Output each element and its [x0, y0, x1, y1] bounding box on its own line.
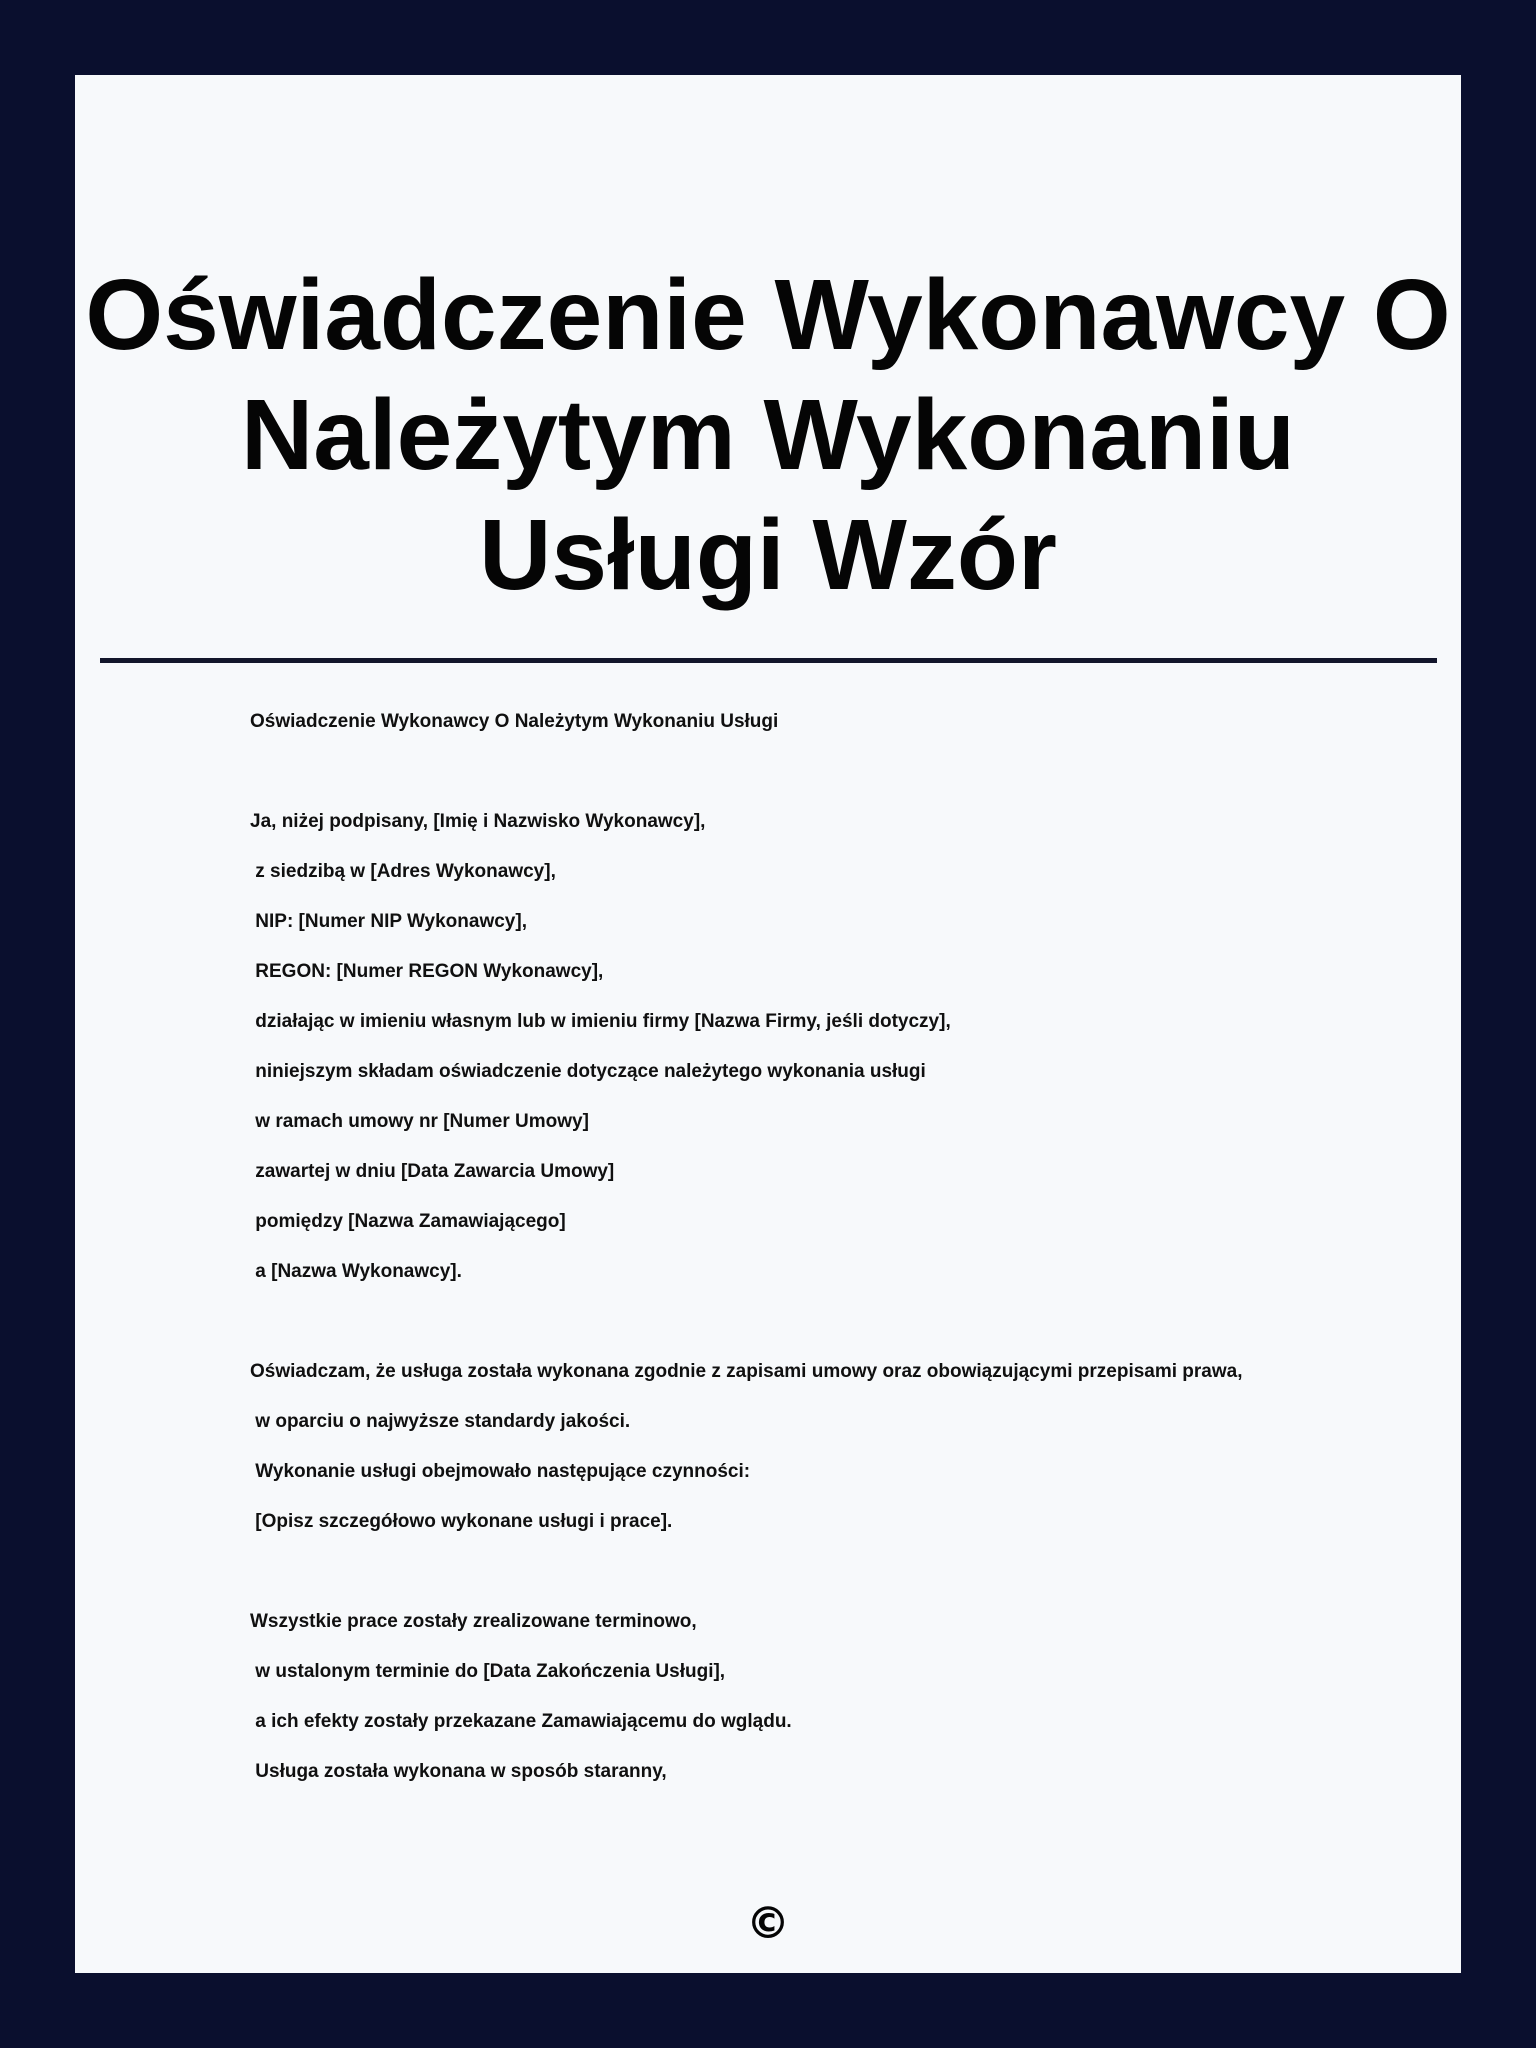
body-line: Wykonanie usługi obejmowało następujące czynności:: [250, 1461, 751, 1482]
document-heading: Oświadczenie Wykonawcy O Należytym Wykonaniu Usługi: [250, 711, 779, 732]
body-line: Oświadczam, że usługa została wykonana zgodnie z zapisami umowy oraz obowiązującymi przepisami prawa,: [250, 1361, 1243, 1382]
body-line: działając w imieniu własnym lub w imieniu firmy [Nazwa Firmy, jeśli dotyczy],: [250, 1011, 951, 1032]
body-line: NIP: [Numer NIP Wykonawcy],: [250, 911, 527, 932]
page-title: Oświadczenie Wykonawcy O Należytym Wykonaniu Usługi Wzór: [85, 259, 1451, 611]
body-line: Ja, niżej podpisany, [Imię i Nazwisko Wykonawcy],: [250, 811, 706, 832]
body-line: w oparciu o najwyższe standardy jakości.: [250, 1411, 631, 1432]
body-line: zawartej w dniu [Data Zawarcia Umowy]: [250, 1161, 615, 1182]
body-line: a ich efekty zostały przekazane Zamawiającemu do wglądu.: [250, 1711, 792, 1732]
document-body: [250, 709, 1260, 1859]
title-divider: [100, 658, 1437, 663]
body-line: w ramach umowy nr [Numer Umowy]: [250, 1111, 589, 1132]
document-page: [75, 75, 1461, 1973]
body-line: Usługa została wykonana w sposób staranny,: [250, 1761, 667, 1782]
paragraph-timeliness: [250, 1609, 1260, 1784]
paragraph-declaration: [250, 1359, 1260, 1534]
body-line: niniejszym składam oświadczenie dotyczące należytego wykonania usługi: [250, 1061, 926, 1082]
body-line: a [Nazwa Wykonawcy].: [250, 1261, 462, 1282]
body-line: REGON: [Numer REGON Wykonawcy],: [250, 961, 604, 982]
body-line: [Opisz szczegółowo wykonane usługi i prace].: [250, 1511, 673, 1532]
body-line: z siedzibą w [Adres Wykonawcy],: [250, 861, 556, 882]
body-line: pomiędzy [Nazwa Zamawiającego]: [250, 1211, 566, 1232]
copyright-icon: ©: [746, 1898, 790, 1949]
body-line: w ustalonym terminie do [Data Zakończenia Usługi],: [250, 1661, 726, 1682]
body-line: Wszystkie prace zostały zrealizowane terminowo,: [250, 1611, 697, 1632]
paragraph-identity: [250, 809, 1260, 1284]
